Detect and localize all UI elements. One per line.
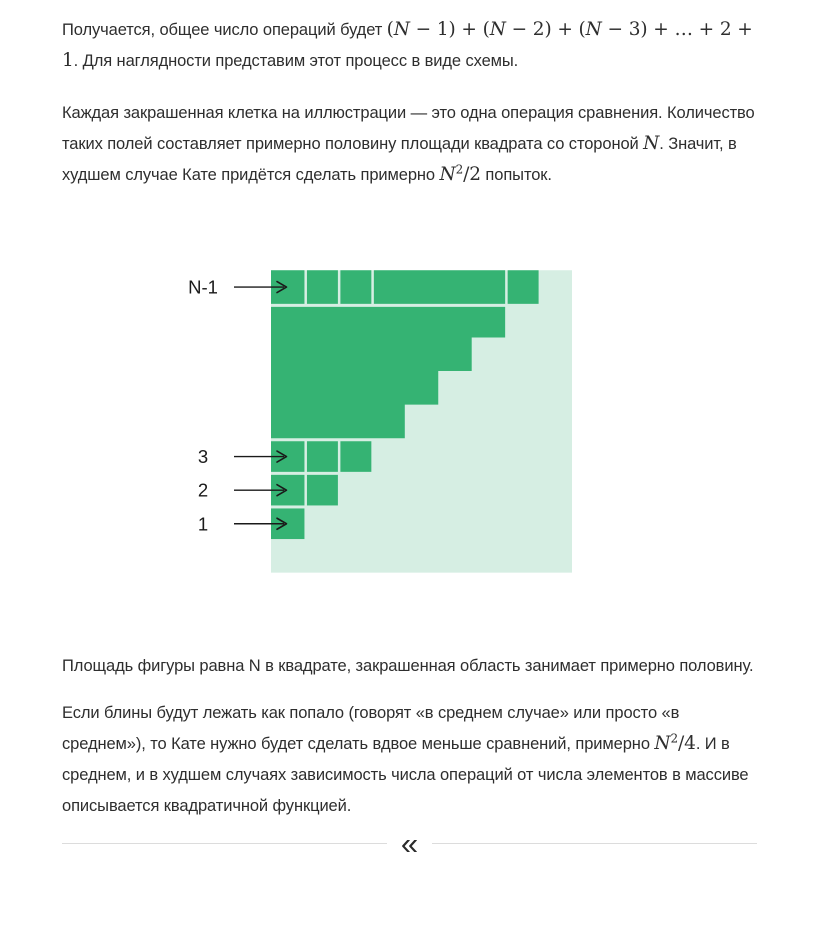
math-run: N [393,19,410,40]
row-label: 3 [197,446,209,468]
section-divider [62,828,757,860]
comparison-cell [307,270,338,304]
math-run: /4 [678,733,696,754]
paragraph-area [62,651,757,682]
text-run: Получается, общее число операций будет [62,21,387,39]
collapse-guillemet-icon[interactable]: « [387,828,432,860]
comparison-cell [374,270,505,304]
text-run: Если блины будут лежать как попало (говорят «в среднем случае» или просто «в среднем»), то Кате нужно будет сделать вдвое меньше сравнений, примерно [62,704,680,753]
math-run: N [654,733,671,754]
row-label: 1 [197,513,209,535]
text-run: . Значит, в худшем случае Кате придётся сделать примерно [62,135,737,184]
math-run: − 2) + ( [505,19,586,40]
math-run: N [643,133,660,154]
comparison-cell [307,475,338,506]
complexity-staircase-figure [176,270,572,573]
row-label: 2 [197,479,209,501]
math-run: ( [386,19,394,40]
text-run: Каждая закрашенная клетка на иллюстрации — это одна операция сравнения. Количество таких полей составляет примерно половину площади квадрата со стороной [62,104,755,153]
staircase-diagram-svg [176,270,572,573]
math-run: 2 [455,162,464,177]
comparison-cell [340,270,371,304]
math-run: /2 [463,164,481,185]
math-run: N [439,164,456,185]
text-run: . И в среднем, и в худшем случаях зависимость числа операций от числа элементов в массиве описывается квадратичной функцией. [62,735,749,815]
row-label: N-1 [188,276,218,298]
math-run: 2 [670,731,679,746]
math-run: N [489,19,506,40]
comparison-cell [307,441,338,472]
text-run: попыток. [480,166,552,184]
comparison-cell [508,270,539,304]
math-run: − 3) + … + 2 + 1 [62,19,753,71]
comparison-cell [340,441,371,472]
math-run: − 1) + ( [409,19,490,40]
paragraph-average-case [62,698,757,822]
paragraph-operations-count [62,15,757,77]
text-run: . Для наглядности представим этот процесс в виде схемы. [73,52,519,70]
text-run: Площадь фигуры равна N в квадрате, закрашенная область занимает примерно половину. [62,657,754,675]
paragraph-cells-explanation [62,98,757,191]
math-run: N [585,19,602,40]
